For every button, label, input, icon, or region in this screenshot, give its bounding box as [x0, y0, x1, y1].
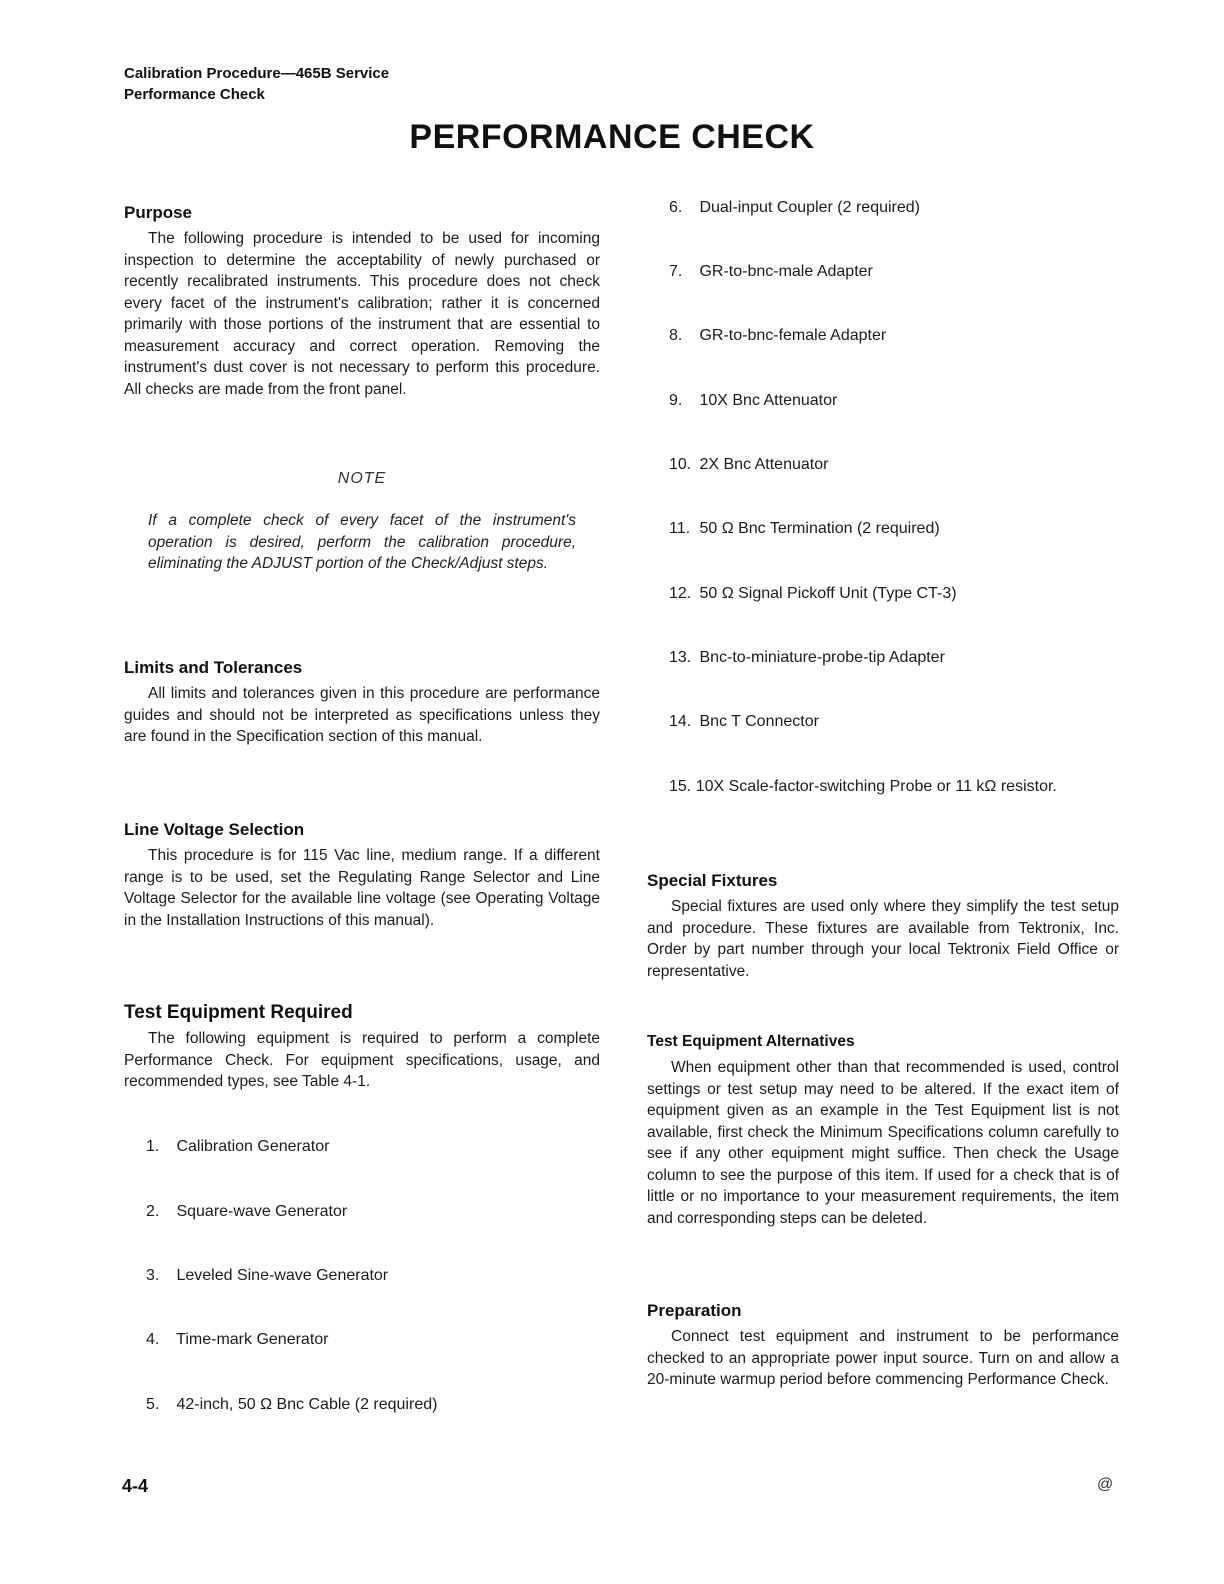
list-item	[669, 197, 1119, 219]
page-title: PERFORMANCE CHECK	[409, 118, 815, 156]
list-item	[146, 1329, 600, 1351]
limits-section	[124, 657, 600, 748]
list-item-label: 2X Bnc Attenuator	[699, 456, 829, 473]
list-item-number: 1.	[146, 1138, 160, 1155]
test-equipment-section	[124, 1002, 600, 1093]
list-item-number: 13.	[669, 649, 692, 666]
note-text: If a complete check of every facet of the instrument's operation is desired, perform the calibration procedure, eliminating the ADJUST portion of the Check/Adjust steps.	[148, 512, 576, 572]
list-item-number: 12.	[669, 585, 692, 602]
line-voltage-heading: Line Voltage Selection	[124, 820, 305, 839]
list-item	[146, 1265, 600, 1287]
list-item-number: 6.	[669, 199, 683, 216]
line-voltage-section	[124, 819, 600, 931]
list-item-label: Square-wave Generator	[176, 1203, 348, 1220]
list-item-label: GR-to-bnc-male Adapter	[699, 263, 873, 280]
purpose-heading: Purpose	[124, 203, 193, 222]
list-item	[146, 1201, 600, 1223]
list-item-label: Calibration Generator	[176, 1138, 330, 1155]
list-item-label: 10X Scale-factor-switching Probe or 11 kΩ resistor.	[695, 778, 1057, 795]
list-item-label: 50 Ω Bnc Termination (2 required)	[699, 520, 940, 537]
list-item	[146, 1136, 600, 1158]
list-item	[669, 261, 1119, 283]
line-voltage-text: This procedure is for 115 Vac line, medium range. If a different range is to be used, set the Regulating Range Selector and Line Voltage Selector for the available line voltage (see Operating Voltage in the Installation Instructions of this manual).	[124, 847, 600, 929]
list-item-number: 15.	[669, 778, 692, 795]
purpose-text: The following procedure is intended to be used for incoming inspection to determine the acceptability of newly purchased or recently recalibrated instruments. This procedure does not check every facet of the instrument's calibration; rather it is concerned primarily with those portions of the instrument that are essential to measurement accuracy and correct operation. Removing the instrument's dust cover is not necessary to perform this procedure. All checks are made from the front panel.	[124, 230, 600, 398]
list-item	[669, 454, 1119, 476]
running-header	[124, 63, 389, 105]
special-fixtures-text: Special fixtures are used only where they simplify the test setup and procedure. These fixtures are available from Tektronix, Inc. Order by part number through your local Tektronix Field Office or representative.	[647, 898, 1119, 980]
list-item	[669, 390, 1119, 412]
test-equipment-text: The following equipment is required to perform a complete Performance Check. For equipment specifications, usage, and recommended types, see Table 4-1.	[124, 1030, 600, 1090]
list-item-number: 2.	[146, 1203, 160, 1220]
alternatives-section	[647, 1031, 1119, 1229]
list-item-number: 4.	[146, 1331, 160, 1348]
running-header-line1: Calibration Procedure—465B Service	[124, 65, 390, 82]
list-item	[146, 1394, 600, 1416]
list-item-number: 11.	[669, 520, 691, 537]
list-item-label: Time-mark Generator	[176, 1331, 329, 1348]
special-fixtures-heading: Special Fixtures	[647, 871, 778, 890]
note-title: NOTE	[337, 470, 387, 487]
limits-heading: Limits and Tolerances	[124, 658, 303, 677]
list-item	[669, 583, 1119, 605]
list-item-number: 7.	[669, 263, 683, 280]
list-item-label: Bnc T Connector	[699, 713, 819, 730]
alternatives-heading: Test Equipment Alternatives	[647, 1033, 855, 1050]
list-item-number: 9.	[669, 392, 683, 409]
alternatives-text: When equipment other than that recommended is used, control settings or test setup may need to be altered. If the exact item of equipment given as an example in the Test Equipment list is not available, first check the Minimum Specifications column carefully to see if any other equipment might suffice. Then check the Usage column to see the purpose of this item. If used for a check that is of little or no importance to your measurement requirements, the item and corresponding steps can be deleted.	[647, 1059, 1119, 1227]
list-item-label: Leveled Sine-wave Generator	[176, 1267, 389, 1284]
page-number: 4-4	[122, 1476, 149, 1496]
list-item-number: 8.	[669, 327, 683, 344]
list-item-number: 5.	[146, 1396, 160, 1413]
preparation-section	[647, 1300, 1119, 1391]
footer-mark: @	[1097, 1476, 1114, 1493]
list-item-label: 42-inch, 50 Ω Bnc Cable (2 required)	[176, 1396, 438, 1413]
preparation-heading: Preparation	[647, 1301, 742, 1320]
preparation-text: Connect test equipment and instrument to be performance checked to an appropriate power input source. Turn on and allow a 20-minute warmup period before commencing Performance Check.	[647, 1328, 1119, 1388]
list-item	[647, 776, 1119, 798]
purpose-section	[124, 202, 600, 400]
list-item	[669, 647, 1119, 669]
list-item-label: 50 Ω Signal Pickoff Unit (Type CT-3)	[699, 585, 957, 602]
list-item	[669, 325, 1119, 347]
note-box	[124, 470, 600, 575]
list-item	[669, 518, 1119, 540]
list-item-label: Dual-input Coupler (2 required)	[699, 199, 921, 216]
list-item-label: 10X Bnc Attenuator	[699, 392, 838, 409]
test-equipment-heading: Test Equipment Required	[124, 1002, 353, 1023]
list-item-number: 14.	[669, 713, 692, 730]
special-fixtures-section	[647, 870, 1119, 982]
running-header-line2: Performance Check	[124, 86, 265, 103]
list-item-number: 3.	[146, 1267, 160, 1284]
list-item	[669, 711, 1119, 733]
list-item-label: GR-to-bnc-female Adapter	[699, 327, 887, 344]
limits-text: All limits and tolerances given in this procedure are performance guides and should not be interpreted as specifications unless they are found in the Specification section of this manual.	[124, 685, 600, 745]
list-item-number: 10.	[669, 456, 692, 473]
list-item-label: Bnc-to-miniature-probe-tip Adapter	[699, 649, 945, 666]
